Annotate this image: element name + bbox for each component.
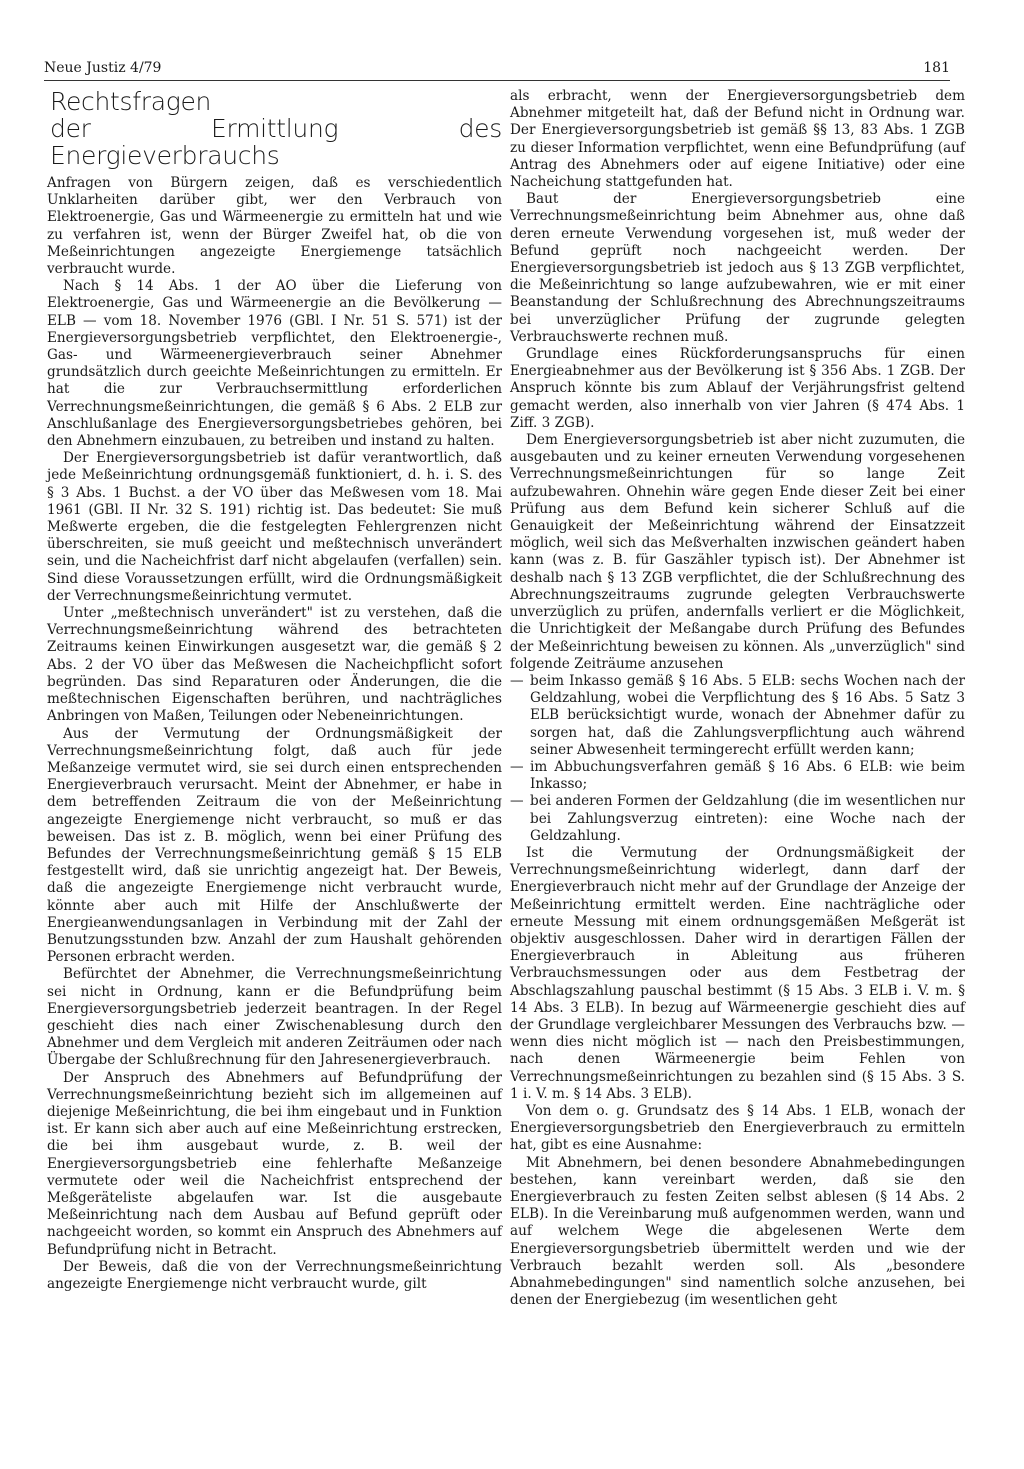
dash-list-text: beim Inkasso gemäß § 16 Abs. 5 ELB: sechs Wochen nach der Geldzahlung, wobei die Verpflichtung des § 16 Abs. 5 Satz 3 ELB berücksichtigt wurde, wonach der Abnehmer dafür zu sorgen hat, daß die Zahlungsverpflichtung auch während seiner Abwesenheit termingerecht erfüllt werden kann;: [530, 672, 965, 758]
article-title: [50, 88, 502, 169]
paragraph: Aus der Vermutung der Ordnungsmäßigkeit der Verrechnungsmeßeinrichtung folgt, daß auch für jede Meßanzeige vermutet wird, sie sei durch einen entsprechenden Energieverbrauch verursacht. Meint der Abnehmer, er habe in dem betreffenden Zeitraum die von der Meßeinrichtung angezeigte Energiemenge nicht verbraucht, so muß er das beweisen. Das ist z. B. möglich, wenn bei einer Prüfung des Befundes der Verrechnungsmeßeinrichtung gemäß § 15 ELB festgestellt wird, daß sie unrichtig angezeigt hat. Der Beweis, daß die angezeigte Energiemenge nicht verbraucht wurde, könnte aber auch mit Hilfe der Anschlußwerte der Energieanwendungsanlagen in Verbindung mit der Zahl der Benutzungsstunden bzw. Anzahl der zum Haushalt gehörenden Personen erbracht werden.: [47, 725, 502, 966]
journal-issue: Neue Justiz 4/79: [44, 60, 162, 76]
dash-list-item: [510, 793, 965, 845]
paragraph: Grundlage eines Rückforderungsanspruchs für einen Energieabnehmer aus der Bevölkerung ist § 356 Abs. 1 ZGB. Der Anspruch könnte bis zum Ablauf der Verjährungsfrist geltend gemacht werden, also innerhalb von vier Jahren (§ 474 Abs. 1 Ziff. 3 ZGB).: [510, 346, 965, 431]
paragraph: Der Beweis, daß die von der Verrechnungsmeßeinrichtung angezeigte Energiemenge nicht verbraucht wurde, gilt: [47, 1258, 502, 1292]
dash-list-item: [510, 673, 965, 759]
paragraph: Mit Abnehmern, bei denen besondere Abnahmebedingungen bestehen, kann vereinbart werden, daß sie den Energieverbrauch zu festen Zeiten selbst ablesen (§ 14 Abs. 2 ELB). In die Vereinbarung muß aufgenommen werden, wann und auf welchem Wege die abgelesenen Werte dem Energieversorgungsbetrieb übermittelt werden und wie der Verbrauch bezahlt werden soll. Als „besondere Abnahmebedingungen" sind namentlich solche anzusehen, bei denen der Energiebezug (im wesentlichen geht: [510, 1154, 965, 1309]
dash-list-item: [510, 759, 965, 793]
paragraph: Befürchtet der Abnehmer, die Verrechnungsmeßeinrichtung sei nicht in Ordnung, kann er die Befundprüfung beim Energieversorgungsbetrieb jederzeit beantragen. In der Regel geschieht dies nach einer Zwischenablesung durch den Abnehmer und dem Vergleich mit anderen Zeiträumen oder nach Übergabe der Schlußrechnung für den Jahresenergieverbrauch.: [47, 966, 502, 1069]
page-number: 181: [923, 60, 950, 76]
dash-list-text: im Abbuchungsverfahren gemäß § 16 Abs. 6 ELB: wie beim Inkasso;: [530, 758, 965, 793]
article-title-line-2: der Ermittlung des Energieverbrauchs: [50, 114, 502, 170]
right-column: [510, 88, 965, 1309]
dash-marker: —: [510, 793, 524, 810]
paragraph: Anfragen von Bürgern zeigen, daß es verschiedentlich Unklarheiten darüber gibt, wer den Verbrauch von Elektroenergie, Gas und Wärmeenergie zu ermitteln hat und wie zu verfahren ist, wenn der Bürger Zweifel hat, ob die von Meßeinrichtungen angezeigte Energiemenge tatsächlich verbraucht wurde.: [47, 175, 502, 278]
dash-marker: —: [510, 672, 524, 689]
paragraph: Der Anspruch des Abnehmers auf Befundprüfung der Verrechnungsmeßeinrichtung bezieht sich im allgemeinen auf diejenige Meßeinrichtung, die bei ihm eingebaut und in Funktion ist. Er kann sich aber auch auf eine Meßeinrichtung erstrecken, die bei ihm ausgebaut wurde, z. B. weil der Energieversorgungsbetrieb eine fehlerhafte Meßanzeige vermutete oder weil die Nacheichfrist entsprechend der Meßgeräteliste abgelaufen war. Ist die ausgebaute Meßeinrichtung nach dem Ausbau auf Befund geprüft oder nachgeeicht worden, so kommt ein Anspruch des Abnehmers auf Befundprüfung nicht in Betracht.: [47, 1069, 502, 1258]
running-head: [44, 58, 950, 81]
article-title-line-1: Rechtsfragen: [50, 87, 212, 116]
paragraph: Der Energieversorgungsbetrieb ist dafür verantwortlich, daß jede Meßeinrichtung ordnungsgemäß funktioniert, d. h. i. S. des § 3 Abs. 1 Buchst. a der VO über das Meßwesen vom 18. Mai 1961 (GBl. II Nr. 32 S. 191) richtig ist. Das bedeutet: Sie muß Meßwerte ergeben, die die festgelegten Fehlergrenzen nicht überschreiten, sie muß geeicht und meßtechnisch unverändert sein, und die Nacheichfrist darf nicht abgelaufen (verfallen) sein. Sind diese Voraussetzungen erfüllt, wird die Ordnungsmäßigkeit der Verrechnungsmeßeinrichtung vermutet.: [47, 450, 502, 604]
paragraph: Baut der Energieversorgungsbetrieb eine Verrechnungsmeßeinrichtung beim Abnehmer aus, ohne daß deren erneute Verwendung vorgesehen ist, muß weder der Befund geprüft noch nachgeeicht werden. Der Energieversorgungsbetrieb ist jedoch aus § 13 ZGB verpflichtet, die Meßeinrichtung so lange aufzubewahren, wie er mit einer Beanstandung der Schlußrechnung des Abrechnungszeitraums bei unverzüglicher Prüfung der zugrunde gelegten Verbrauchswerte rechnen muß.: [510, 191, 965, 345]
left-column: [47, 88, 502, 1293]
dash-marker: —: [510, 758, 524, 775]
paragraph: als erbracht, wenn der Energieversorgungsbetrieb dem Abnehmer mitgeteilt hat, daß der Befund nicht in Ordnung war. Der Energieversorgungsbetrieb ist gemäß §§ 13, 83 Abs. 1 ZGB zu dieser Information verpflichtet, wenn eine Befundprüfung (auf Antrag des Abnehmers oder auf eigene Initiative) oder eine Nacheichung stattgefunden hat.: [510, 88, 965, 191]
paragraph: Dem Energieversorgungsbetrieb ist aber nicht zuzumuten, die ausgebauten und zu keiner erneuten Verwendung vorgesehenen Verrechnungsmeßeinrichtungen für so lange Zeit aufzubewahren. Ohnehin wäre gegen Ende dieser Zeit bei einer Prüfung aus dem Befund kein sicherer Schluß auf die Genauigkeit der Meßeinrichtung während der Einsatzzeit möglich, weil sich das Meßverhalten inzwischen geändert haben kann (was z. B. für Gaszähler typisch ist). Der Abnehmer ist deshalb nach § 13 ZGB verpflichtet, die der Schlußrechnung des Abrechnungszeitraums zugrunde gelegten Verbrauchswerte unverzüglich zu prüfen, andernfalls verliert er die Möglichkeit, die Unrichtigkeit der Meßangabe durch Prüfung des Befundes der Meßeinrichtung beweisen zu können. Als „unverzüglich" sind folgende Zeiträume anzusehen: [510, 432, 965, 672]
dash-list-text: bei anderen Formen der Geldzahlung (die im wesentlichen nur bei Zahlungsverzug eintreten): eine Woche nach der Geldzahlung.: [530, 793, 965, 844]
paragraph: Unter „meßtechnisch unverändert" ist zu verstehen, daß die Verrechnungsmeßeinrichtung während des betrachteten Zeitraums keinen Einwirkungen ausgesetzt war, die gemäß § 2 Abs. 2 der VO über das Meßwesen die Nacheichpflicht sofort begründen. Das sind Reparaturen oder Änderungen, die die meßtechnischen Eigenschaften berühren, und nachträgliches Anbringen von Maßen, Teilungen oder Nebeneinrichtungen.: [47, 605, 502, 725]
paragraph: Von dem o. g. Grundsatz des § 14 Abs. 1 ELB, wonach der Energieversorgungsbetrieb den Energieverbrauch zu ermitteln hat, gibt es eine Ausnahme:: [510, 1102, 965, 1154]
paragraph: Nach § 14 Abs. 1 der AO über die Lieferung von Elektroenergie, Gas und Wärmeenergie an die Bevölkerung — ELB — vom 18. November 1976 (GBl. I Nr. 51 S. 571) ist der Energieversorgungsbetrieb verpflichtet, den Elektroenergie-, Gas- und Wärmeenergieverbrauch seiner Abnehmer grundsätzlich durch geeichte Meßeinrichtungen zu ermitteln. Er hat die zur Verbrauchsermittlung erforderlichen Verrechnungsmeßeinrichtungen, die gemäß § 6 Abs. 2 ELB zur Anschlußanlage des Energieversorgungsbetriebes gehören, bei den Abnehmern einzubauen, zu betreiben und instand zu halten.: [47, 278, 502, 450]
paragraph: Ist die Vermutung der Ordnungsmäßigkeit der Verrechnungsmeßeinrichtung widerlegt, dann darf der Energieverbrauch nicht mehr auf der Grundlage der Anzeige der Meßeinrichtung ermittelt werden. Eine nachträgliche oder erneute Messung mit einem ordnungsgemäßen Meßgerät ist objektiv ausgeschlossen. Daher wird in derartigen Fällen der Energieverbrauch in Ableitung aus früheren Verbrauchsmessungen oder aus dem Festbetrag der Abschlagszahlung pauschal bestimmt (§ 15 Abs. 3 ELB i. V. m. § 14 Abs. 3 ELB). In bezug auf Wärmeenergie geschieht dies auf der Grundlage vergleichbarer Messungen des Verbrauchs bzw. — wenn dies nicht möglich ist — nach den Preisbestimmungen, nach denen Wärmeenergie beim Fehlen von Verrechnungsmeßeinrichtungen zu bezahlen sind (§ 15 Abs. 3 S. 1 i. V. m. § 14 Abs. 3 ELB).: [510, 844, 965, 1102]
